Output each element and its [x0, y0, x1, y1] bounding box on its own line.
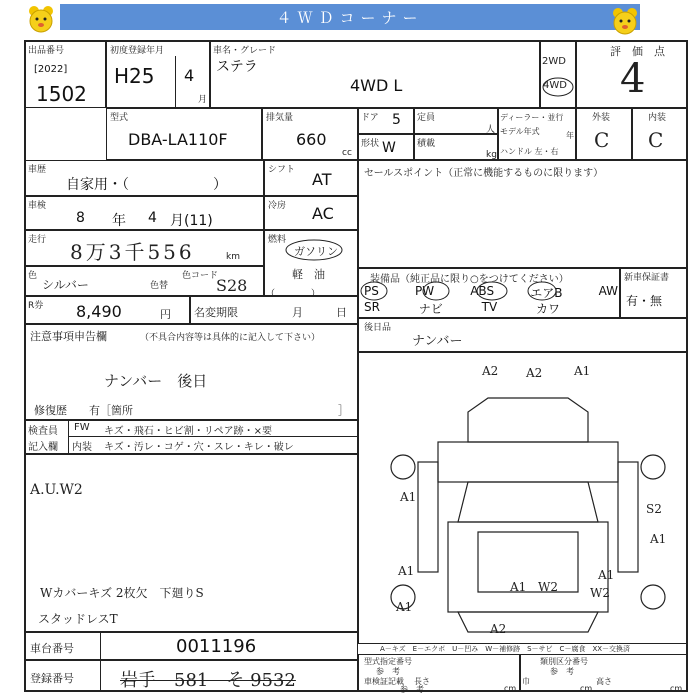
- repair-close: ］: [338, 404, 349, 417]
- month-unit: 月: [198, 95, 208, 105]
- inspect-year-unit: 年: [112, 213, 126, 229]
- banner: [0, 0, 700, 40]
- cap-label: 定員: [417, 113, 436, 123]
- disp-value: 660: [296, 130, 327, 149]
- writer-label: 記入欄: [28, 442, 58, 453]
- score-label: 評 価 点: [610, 45, 665, 58]
- fuel-diesel: 軽 油: [292, 268, 325, 281]
- dmg-mark-a1-right: A1: [650, 532, 667, 546]
- hist-value: 自家用・（ ）: [66, 177, 227, 193]
- class-ref: 参 考: [550, 667, 574, 676]
- equipment-row2: [364, 300, 560, 316]
- banner-title: ４ＷＤコーナー: [60, 4, 640, 30]
- era-year: H25: [114, 64, 155, 88]
- color-label: 色: [28, 271, 38, 281]
- dmg-mark-w2-rear: W2: [538, 580, 558, 594]
- bear-icon: [26, 4, 56, 34]
- name-change-month: 月: [292, 306, 303, 319]
- inspector-label: 検査員: [28, 426, 58, 437]
- chassis-value: 0011196: [176, 636, 257, 657]
- height-label: 高さ: [596, 677, 612, 686]
- equip-leather: カワ: [535, 302, 560, 316]
- equip-abs: ABS: [470, 284, 495, 298]
- equipment-label: 装備品（純正品に限り○をつけてください）: [370, 274, 569, 285]
- equip-sr: SR: [364, 300, 380, 314]
- int-items-label: 内装: [72, 442, 92, 453]
- dmg-mark-a2-front: A2: [526, 366, 543, 380]
- typeno-label: 型式指定番号: [364, 657, 412, 666]
- ext-items: キズ・飛石・ヒビ割・リペア跡・×要: [104, 426, 272, 437]
- ac-value: AC: [312, 204, 334, 223]
- inspect-month: 4: [148, 210, 157, 226]
- name-label: 車名・グレード: [213, 46, 277, 56]
- load-unit: kg: [486, 150, 497, 160]
- dim-label: 車検証記載: [364, 677, 404, 686]
- dmg-mark-a1-rear: A1: [510, 580, 527, 594]
- dmg-mark-s2-right: S2: [646, 502, 662, 516]
- reg-month: 4: [184, 66, 195, 85]
- dmg-mark-a1-bottom-left: A1: [396, 600, 413, 614]
- inspect-label: 車検: [28, 201, 47, 211]
- plate-label: 登録番号: [30, 672, 74, 685]
- fuel-label: 燃料: [268, 235, 287, 245]
- typeno-ref: 参 考: [376, 667, 400, 676]
- bear-icon: [610, 6, 640, 36]
- dealer-label: ディーラー・並行: [500, 113, 564, 122]
- grade: 4WD L: [350, 76, 403, 95]
- width-label: 巾: [522, 677, 530, 686]
- dmg-mark-a2-bottom: A2: [490, 622, 507, 636]
- recycle-value: 8,490: [76, 302, 122, 321]
- drive-2wd: 2WD: [542, 56, 566, 67]
- length-label: 長さ: [414, 677, 430, 686]
- door-label: ドア: [361, 113, 379, 123]
- ext-label: 外装: [592, 113, 611, 123]
- int-label: 内装: [648, 113, 667, 123]
- shape-label: 形状: [361, 139, 380, 149]
- score-value: 4: [620, 56, 646, 102]
- plate-value: 岩手 581 そ 9532: [120, 670, 296, 691]
- color-code: S28: [216, 276, 248, 295]
- ac-label: 冷房: [268, 201, 287, 211]
- recycle-unit: 円: [160, 308, 171, 321]
- model-year-label: モデル年式: [500, 127, 540, 136]
- dmg-mark-w2-rear-right: W2: [590, 586, 610, 600]
- height-unit: cm: [670, 684, 683, 693]
- type-value: DBA-LA110F: [128, 130, 228, 149]
- dmg-mark-a1-front-right: A1: [574, 364, 591, 378]
- notes-value: ナンバー 後日: [104, 372, 208, 390]
- color-value: シルバー: [42, 278, 89, 292]
- door-value: 5: [392, 112, 401, 128]
- sales-label: セールスポイント（正常に機能するものに限ります）: [364, 168, 604, 179]
- disp-unit: cc: [342, 148, 352, 158]
- dmg-mark-a1-rear-right: A1: [598, 568, 615, 582]
- lot-year: [2022]: [34, 64, 68, 75]
- notes-hint: （不具合内容等は具体的に記入して下さい）: [140, 333, 321, 343]
- shape-value: W: [382, 140, 396, 156]
- ext-value: C: [594, 128, 610, 152]
- inspect-box: [24, 196, 264, 230]
- shift-value: AT: [312, 170, 332, 189]
- model-name: ステラ: [216, 59, 258, 75]
- after-label: 後日品: [364, 323, 392, 333]
- after-value: ナンバー: [412, 334, 463, 349]
- dmg-mark-a1-rear-left: A1: [398, 564, 415, 578]
- hist-label: 車歴: [28, 165, 47, 175]
- equip-navi: ナビ: [418, 302, 443, 316]
- inspect-month-unit: 月(11): [170, 213, 213, 229]
- type-label: 型式: [110, 113, 129, 123]
- warranty-value: 有・無: [626, 294, 663, 308]
- mileage-unit: km: [226, 252, 240, 262]
- fuel-gas: ガソリン: [294, 245, 338, 258]
- lot-label: 出品番号: [28, 46, 65, 56]
- name-change-label: 名変期限: [194, 306, 238, 319]
- remark-1: A.U.W2: [30, 482, 83, 498]
- equipment-circles-icon: [358, 280, 558, 302]
- dmg-mark-a1-left: A1: [400, 490, 417, 504]
- remark-2: Wカバーキズ 2枚欠 下廻りS: [40, 586, 204, 600]
- equip-aw: AW: [598, 284, 618, 298]
- equip-ps: PS: [364, 284, 379, 298]
- first-reg-label: 初度登録年月: [110, 46, 165, 56]
- diagram-legend: A－キズ E－エクボ U－凹み W－補修跡 S－サビ C－腐食 XX－交換済: [380, 645, 631, 653]
- color-paren: （ ）: [266, 289, 321, 299]
- cap-unit: 人: [486, 125, 496, 135]
- int-value: C: [648, 128, 664, 152]
- dmg-mark-a2-front-left: A2: [482, 364, 499, 378]
- recycle-label: R券: [28, 301, 44, 311]
- lot-number: 1502: [36, 82, 87, 106]
- color-code-label: 色コード: [182, 271, 219, 281]
- notes-label: 注意事項申告欄: [30, 330, 107, 343]
- model-year-unit: 年: [566, 131, 574, 140]
- repair-label: 修復歴 有［箇所: [34, 404, 133, 417]
- shift-label: シフト: [268, 165, 296, 175]
- width-unit: cm: [580, 684, 593, 693]
- dim-ref: 参 考: [400, 685, 424, 694]
- mileage-value: 8万3千556: [70, 240, 195, 264]
- color-change-label: 色替: [150, 281, 169, 291]
- class-label: 類別区分番号: [540, 657, 588, 666]
- handle-label: ハンドル 左・右: [500, 147, 559, 156]
- disp-label: 排気量: [266, 113, 294, 123]
- drive-4wd: 4WD: [543, 80, 567, 91]
- remarks-box: [24, 454, 358, 632]
- mileage-label: 走行: [28, 235, 47, 245]
- equip-airbag: エアB: [530, 286, 563, 300]
- chassis-label: 車台番号: [30, 642, 74, 655]
- length-unit: cm: [504, 684, 517, 693]
- warranty-label: 新車保証書: [624, 273, 670, 283]
- inspect-year: 8: [76, 210, 85, 226]
- remark-3: スタッドレスT: [38, 612, 118, 626]
- equip-pw: PW: [414, 284, 435, 298]
- fw-label: FW: [74, 422, 90, 433]
- equip-tv: TV: [481, 300, 498, 314]
- auction-sheet: [20, 40, 690, 692]
- name-change-day: 日: [336, 306, 347, 319]
- after-box: [358, 318, 688, 352]
- int-items: キズ・汚レ・コゲ・穴・スレ・キレ・破レ: [104, 442, 294, 453]
- load-label: 積載: [417, 139, 436, 149]
